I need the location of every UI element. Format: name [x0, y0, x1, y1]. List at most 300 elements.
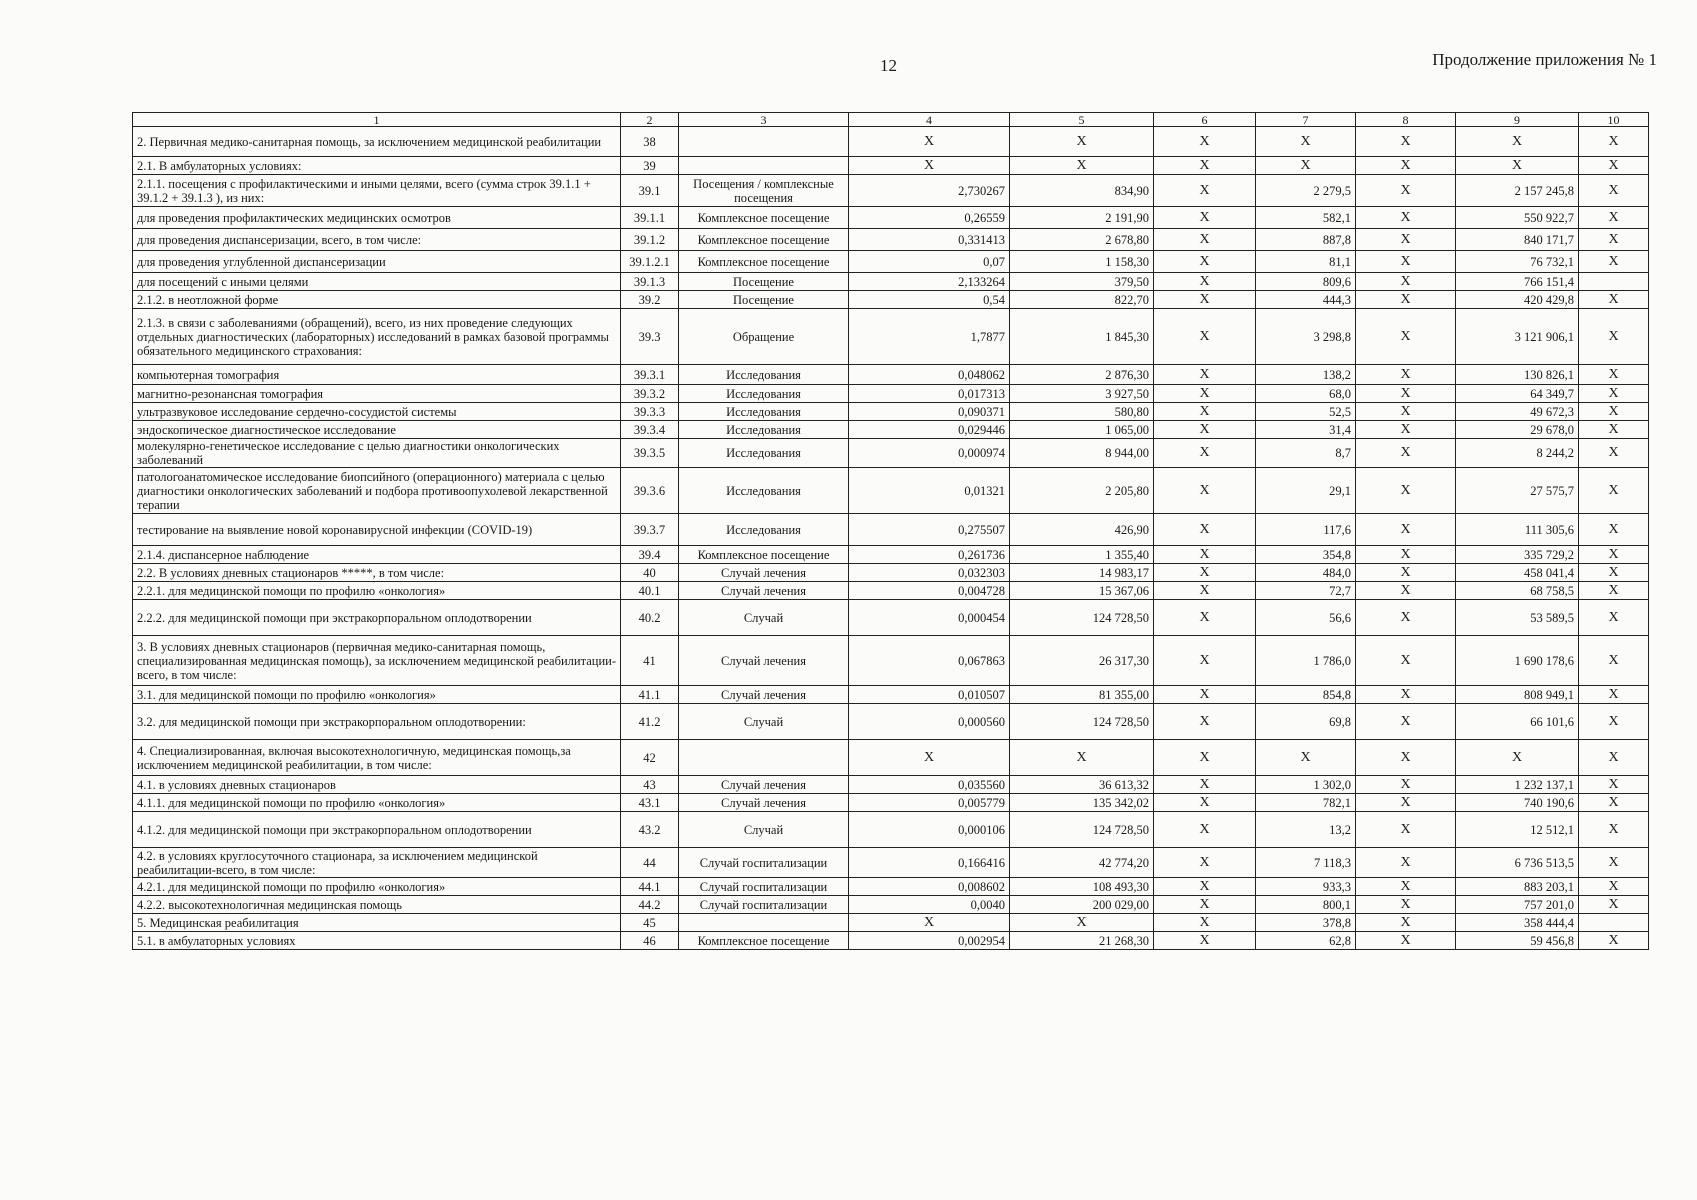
table-cell-col-5: 1 355,40: [1010, 546, 1154, 564]
table-cell-col-2: 39.1: [621, 175, 679, 207]
table-row: [133, 385, 1649, 403]
table-cell-col-5: X: [1010, 740, 1154, 776]
table-cell-col-4: 0,01321: [849, 468, 1010, 514]
table-row: [133, 600, 1649, 636]
table-body: [133, 127, 1649, 950]
table-cell-col-4: 2,730267: [849, 175, 1010, 207]
appendix-label: Продолжение приложения № 1: [1432, 50, 1657, 69]
table-cell-col-1: 4.1.2. для медицинской помощи при экстракорпоральном оплодотворении: [133, 812, 621, 848]
table-cell-col-5: 379,50: [1010, 273, 1154, 291]
table-cell-col-10: X: [1579, 686, 1649, 704]
table-row: [133, 582, 1649, 600]
table-cell-col-1: для проведения углубленной диспансеризации: [133, 251, 621, 273]
table-cell-col-3: [679, 740, 849, 776]
table-cell-col-2: 39.3.3: [621, 403, 679, 421]
table-cell-col-4: 0,000974: [849, 439, 1010, 468]
table-cell-col-1: магнитно-резонансная томография: [133, 385, 621, 403]
table-cell-col-2: 39.1.2.1: [621, 251, 679, 273]
table-cell-col-4: 0,261736: [849, 546, 1010, 564]
table-cell-col-3: Случай лечения: [679, 686, 849, 704]
table-cell-col-6: X: [1154, 309, 1256, 365]
table-cell-col-7: 72,7: [1256, 582, 1356, 600]
table-row: [133, 421, 1649, 439]
table-cell-col-6: X: [1154, 848, 1256, 878]
column-header-10: 10: [1579, 113, 1649, 127]
table-cell-col-10: X: [1579, 564, 1649, 582]
table-row: [133, 896, 1649, 914]
page-number: 12: [880, 56, 897, 75]
table-cell-col-7: 62,8: [1256, 932, 1356, 950]
table-cell-col-6: X: [1154, 291, 1256, 309]
table-cell-col-4: 0,032303: [849, 564, 1010, 582]
table-cell-col-8: X: [1356, 207, 1456, 229]
data-table-container: [132, 112, 1648, 950]
table-cell-col-1: молекулярно-генетическое исследование с целью диагностики онкологических заболеваний: [133, 439, 621, 468]
table-row: [133, 468, 1649, 514]
table-cell-col-4: 0,005779: [849, 794, 1010, 812]
table-cell-col-2: 39.3.2: [621, 385, 679, 403]
table-cell-col-8: X: [1356, 421, 1456, 439]
table-cell-col-1: 2. Первичная медико-санитарная помощь, за исключением медицинской реабилитации: [133, 127, 621, 157]
table-cell-col-2: 41: [621, 636, 679, 686]
table-cell-col-6: X: [1154, 273, 1256, 291]
table-cell-col-5: 21 268,30: [1010, 932, 1154, 950]
table-cell-col-5: 426,90: [1010, 514, 1154, 546]
table-cell-col-6: X: [1154, 582, 1256, 600]
table-cell-col-3: Исследования: [679, 365, 849, 385]
table-cell-col-5: 14 983,17: [1010, 564, 1154, 582]
table-cell-col-4: 2,133264: [849, 273, 1010, 291]
table-cell-col-5: 1 845,30: [1010, 309, 1154, 365]
table-cell-col-1: 2.1.4. диспансерное наблюдение: [133, 546, 621, 564]
table-cell-col-2: 44.2: [621, 896, 679, 914]
table-cell-col-10: X: [1579, 812, 1649, 848]
table-cell-col-6: X: [1154, 127, 1256, 157]
table-cell-col-7: 29,1: [1256, 468, 1356, 514]
table-cell-col-8: X: [1356, 175, 1456, 207]
table-cell-col-2: 39.3.7: [621, 514, 679, 546]
table-cell-col-5: 15 367,06: [1010, 582, 1154, 600]
table-cell-col-8: X: [1356, 740, 1456, 776]
table-cell-col-1: 4.2. в условиях круглосуточного стационара, за исключением медицинской реабилитации-всего, в том числе:: [133, 848, 621, 878]
table-cell-col-8: X: [1356, 546, 1456, 564]
table-cell-col-1: 4.2.2. высокотехнологичная медицинская помощь: [133, 896, 621, 914]
table-cell-col-5: 834,90: [1010, 175, 1154, 207]
table-cell-col-10: X: [1579, 932, 1649, 950]
table-cell-col-3: [679, 127, 849, 157]
table-cell-col-10: X: [1579, 896, 1649, 914]
table-cell-col-3: Комплексное посещение: [679, 546, 849, 564]
table-cell-col-3: Исследования: [679, 468, 849, 514]
table-cell-col-5: 3 927,50: [1010, 385, 1154, 403]
table-row: [133, 686, 1649, 704]
table-cell-col-8: X: [1356, 251, 1456, 273]
table-cell-col-1: 2.1.2. в неотложной форме: [133, 291, 621, 309]
table-cell-col-1: компьютерная томография: [133, 365, 621, 385]
table-cell-col-6: X: [1154, 468, 1256, 514]
table-cell-col-6: X: [1154, 365, 1256, 385]
table-row: [133, 229, 1649, 251]
table-cell-col-7: 7 118,3: [1256, 848, 1356, 878]
table-cell-col-5: X: [1010, 127, 1154, 157]
table-row: [133, 878, 1649, 896]
table-row: [133, 704, 1649, 740]
table-row: [133, 848, 1649, 878]
table-header-row: [133, 113, 1649, 127]
table-cell-col-2: 44: [621, 848, 679, 878]
table-row: [133, 365, 1649, 385]
column-header-4: 4: [849, 113, 1010, 127]
table-cell-col-1: 5.1. в амбулаторных условиях: [133, 932, 621, 950]
table-cell-col-3: Комплексное посещение: [679, 207, 849, 229]
table-row: [133, 251, 1649, 273]
table-cell-col-7: 1 786,0: [1256, 636, 1356, 686]
table-cell-col-3: Исследования: [679, 514, 849, 546]
table-cell-col-2: 39.3.4: [621, 421, 679, 439]
table-cell-col-2: 39.3.5: [621, 439, 679, 468]
table-cell-col-8: X: [1356, 914, 1456, 932]
table-cell-col-3: Комплексное посещение: [679, 932, 849, 950]
table-cell-col-2: 44.1: [621, 878, 679, 896]
table-cell-col-8: X: [1356, 229, 1456, 251]
table-cell-col-10: X: [1579, 704, 1649, 740]
column-header-9: 9: [1456, 113, 1579, 127]
table-cell-col-5: 200 029,00: [1010, 896, 1154, 914]
table-cell-col-1: для проведения профилактических медицинских осмотров: [133, 207, 621, 229]
table-cell-col-5: 1 065,00: [1010, 421, 1154, 439]
column-header-6: 6: [1154, 113, 1256, 127]
table-cell-col-4: 0,000560: [849, 704, 1010, 740]
table-cell-col-8: X: [1356, 600, 1456, 636]
table-cell-col-4: X: [849, 157, 1010, 175]
table-cell-col-2: 40: [621, 564, 679, 582]
table-cell-col-8: X: [1356, 403, 1456, 421]
table-cell-col-1: для посещений с иными целями: [133, 273, 621, 291]
table-cell-col-5: 2 876,30: [1010, 365, 1154, 385]
table-cell-col-8: X: [1356, 564, 1456, 582]
table-cell-col-8: X: [1356, 439, 1456, 468]
table-cell-col-4: 0,000454: [849, 600, 1010, 636]
table-cell-col-3: Обращение: [679, 309, 849, 365]
table-cell-col-6: X: [1154, 776, 1256, 794]
table-cell-col-8: X: [1356, 932, 1456, 950]
table-cell-col-2: 41.1: [621, 686, 679, 704]
table-cell-col-10: X: [1579, 740, 1649, 776]
table-cell-col-8: X: [1356, 878, 1456, 896]
table-cell-col-10: X: [1579, 207, 1649, 229]
table-cell-col-10: X: [1579, 229, 1649, 251]
table-cell-col-9: 68 758,5: [1456, 582, 1579, 600]
table-cell-col-4: X: [849, 740, 1010, 776]
table-cell-col-4: 0,07: [849, 251, 1010, 273]
table-cell-col-9: 59 456,8: [1456, 932, 1579, 950]
table-cell-col-2: 43.1: [621, 794, 679, 812]
table-cell-col-8: X: [1356, 686, 1456, 704]
table-cell-col-7: 52,5: [1256, 403, 1356, 421]
table-cell-col-9: 1 232 137,1: [1456, 776, 1579, 794]
table-cell-col-3: Посещение: [679, 273, 849, 291]
table-cell-col-2: 40.1: [621, 582, 679, 600]
table-row: [133, 740, 1649, 776]
table-cell-col-7: 854,8: [1256, 686, 1356, 704]
table-cell-col-4: 0,067863: [849, 636, 1010, 686]
table-cell-col-9: 53 589,5: [1456, 600, 1579, 636]
table-cell-col-7: X: [1256, 740, 1356, 776]
table-cell-col-4: 0,002954: [849, 932, 1010, 950]
table-cell-col-5: 822,70: [1010, 291, 1154, 309]
table-row: [133, 546, 1649, 564]
table-cell-col-6: X: [1154, 546, 1256, 564]
table-cell-col-3: Комплексное посещение: [679, 229, 849, 251]
table-cell-col-9: 130 826,1: [1456, 365, 1579, 385]
table-cell-col-5: 2 191,90: [1010, 207, 1154, 229]
table-cell-col-9: 757 201,0: [1456, 896, 1579, 914]
table-cell-col-7: 444,3: [1256, 291, 1356, 309]
table-cell-col-3: Исследования: [679, 421, 849, 439]
table-cell-col-1: 2.2. В условиях дневных стационаров *****, в том числе:: [133, 564, 621, 582]
table-cell-col-10: X: [1579, 848, 1649, 878]
table-cell-col-4: 0,090371: [849, 403, 1010, 421]
table-cell-col-9: 6 736 513,5: [1456, 848, 1579, 878]
table-cell-col-6: X: [1154, 704, 1256, 740]
table-cell-col-4: 0,331413: [849, 229, 1010, 251]
table-cell-col-5: X: [1010, 914, 1154, 932]
table-row: [133, 564, 1649, 582]
table-cell-col-5: 2 205,80: [1010, 468, 1154, 514]
table-cell-col-3: Случай лечения: [679, 794, 849, 812]
table-cell-col-1: 2.1.3. в связи с заболеваниями (обращений), всего, из них проведение следующих отдельных диагностических (лабораторных) исследований в рамках базовой программы обязательного медицинского страхования:: [133, 309, 621, 365]
table-cell-col-5: 2 678,80: [1010, 229, 1154, 251]
table-cell-col-10: X: [1579, 878, 1649, 896]
table-cell-col-6: X: [1154, 794, 1256, 812]
table-cell-col-7: 117,6: [1256, 514, 1356, 546]
table-cell-col-6: X: [1154, 686, 1256, 704]
table-cell-col-3: Случай: [679, 600, 849, 636]
column-header-2: 2: [621, 113, 679, 127]
table-row: [133, 812, 1649, 848]
table-cell-col-4: 0,54: [849, 291, 1010, 309]
table-row: [133, 914, 1649, 932]
table-cell-col-6: X: [1154, 932, 1256, 950]
table-cell-col-10: X: [1579, 636, 1649, 686]
table-cell-col-9: 840 171,7: [1456, 229, 1579, 251]
table-cell-col-10: X: [1579, 582, 1649, 600]
table-cell-col-8: X: [1356, 582, 1456, 600]
table-cell-col-5: 124 728,50: [1010, 704, 1154, 740]
table-row: [133, 157, 1649, 175]
table-cell-col-3: Случай лечения: [679, 776, 849, 794]
table-cell-col-8: X: [1356, 636, 1456, 686]
table-cell-col-8: X: [1356, 704, 1456, 740]
table-cell-col-7: 13,2: [1256, 812, 1356, 848]
table-cell-col-1: 2.1.1. посещения с профилактическими и иными целями, всего (сумма строк 39.1.1 + 39.1.2 + 39.1.3 ), из них:: [133, 175, 621, 207]
table-cell-col-6: X: [1154, 812, 1256, 848]
table-cell-col-8: X: [1356, 848, 1456, 878]
table-cell-col-6: X: [1154, 385, 1256, 403]
table-cell-col-4: 0,017313: [849, 385, 1010, 403]
table-cell-col-4: 0,26559: [849, 207, 1010, 229]
table-cell-col-7: 887,8: [1256, 229, 1356, 251]
table-cell-col-2: 39.3.1: [621, 365, 679, 385]
table-cell-col-9: 335 729,2: [1456, 546, 1579, 564]
table-cell-col-6: X: [1154, 439, 1256, 468]
table-cell-col-4: X: [849, 914, 1010, 932]
table-cell-col-8: X: [1356, 127, 1456, 157]
table-row: [133, 636, 1649, 686]
table-cell-col-1: 5. Медицинская реабилитация: [133, 914, 621, 932]
table-cell-col-2: 43: [621, 776, 679, 794]
table-cell-col-10: [1579, 914, 1649, 932]
table-cell-col-6: X: [1154, 878, 1256, 896]
table-cell-col-6: X: [1154, 207, 1256, 229]
table-cell-col-5: 135 342,02: [1010, 794, 1154, 812]
table-cell-col-6: X: [1154, 175, 1256, 207]
table-cell-col-7: 354,8: [1256, 546, 1356, 564]
table-cell-col-3: Исследования: [679, 403, 849, 421]
table-cell-col-6: X: [1154, 914, 1256, 932]
table-cell-col-10: X: [1579, 794, 1649, 812]
table-cell-col-10: X: [1579, 439, 1649, 468]
table-cell-col-6: X: [1154, 514, 1256, 546]
table-row: [133, 439, 1649, 468]
table-cell-col-4: 0,000106: [849, 812, 1010, 848]
table-cell-col-3: Исследования: [679, 439, 849, 468]
table-row: [133, 776, 1649, 794]
table-cell-col-2: 39.3.6: [621, 468, 679, 514]
table-cell-col-7: 56,6: [1256, 600, 1356, 636]
table-cell-col-1: 4.1. в условиях дневных стационаров: [133, 776, 621, 794]
table-cell-col-3: Посещения / комплексные посещения: [679, 175, 849, 207]
table-cell-col-7: X: [1256, 157, 1356, 175]
table-cell-col-4: 0,048062: [849, 365, 1010, 385]
table-row: [133, 403, 1649, 421]
table-cell-col-9: 49 672,3: [1456, 403, 1579, 421]
table-cell-col-3: Случай: [679, 704, 849, 740]
table-cell-col-3: Случай: [679, 812, 849, 848]
table-cell-col-1: тестирование на выявление новой коронавирусной инфекции (COVID-19): [133, 514, 621, 546]
column-header-5: 5: [1010, 113, 1154, 127]
column-header-1: 1: [133, 113, 621, 127]
table-cell-col-8: X: [1356, 812, 1456, 848]
table-cell-col-7: 1 302,0: [1256, 776, 1356, 794]
table-cell-col-2: 38: [621, 127, 679, 157]
table-cell-col-1: 4.1.1. для медицинской помощи по профилю «онкология»: [133, 794, 621, 812]
table-cell-col-2: 39.1.2: [621, 229, 679, 251]
table-row: [133, 514, 1649, 546]
table-cell-col-3: Посещение: [679, 291, 849, 309]
table-cell-col-10: X: [1579, 468, 1649, 514]
table-cell-col-7: 484,0: [1256, 564, 1356, 582]
table-cell-col-7: 809,6: [1256, 273, 1356, 291]
table-cell-col-7: X: [1256, 127, 1356, 157]
table-cell-col-1: 3.1. для медицинской помощи по профилю «онкология»: [133, 686, 621, 704]
table-cell-col-10: X: [1579, 546, 1649, 564]
table-cell-col-9: 358 444,4: [1456, 914, 1579, 932]
table-cell-col-6: X: [1154, 229, 1256, 251]
column-header-3: 3: [679, 113, 849, 127]
table-cell-col-2: 39.1.1: [621, 207, 679, 229]
table-cell-col-2: 41.2: [621, 704, 679, 740]
table-cell-col-9: 458 041,4: [1456, 564, 1579, 582]
table-cell-col-1: для проведения диспансеризации, всего, в том числе:: [133, 229, 621, 251]
table-cell-col-10: X: [1579, 175, 1649, 207]
table-row: [133, 175, 1649, 207]
table-cell-col-9: 883 203,1: [1456, 878, 1579, 896]
table-cell-col-9: 550 922,7: [1456, 207, 1579, 229]
table-cell-col-10: X: [1579, 291, 1649, 309]
table-cell-col-8: X: [1356, 365, 1456, 385]
table-cell-col-7: 933,3: [1256, 878, 1356, 896]
table-cell-col-5: 8 944,00: [1010, 439, 1154, 468]
table-cell-col-10: X: [1579, 600, 1649, 636]
table-cell-col-9: 8 244,2: [1456, 439, 1579, 468]
table-cell-col-4: X: [849, 127, 1010, 157]
table-cell-col-3: Случай лечения: [679, 582, 849, 600]
table-cell-col-7: 31,4: [1256, 421, 1356, 439]
table-cell-col-1: 3. В условиях дневных стационаров (первичная медико-санитарная помощь, специализированная медицинская помощь), за исключением медицинской реабилитации-всего, в том числе:: [133, 636, 621, 686]
table-cell-col-9: 27 575,7: [1456, 468, 1579, 514]
table-cell-col-1: 2.2.1. для медицинской помощи по профилю «онкология»: [133, 582, 621, 600]
table-cell-col-5: X: [1010, 157, 1154, 175]
table-cell-col-1: эндоскопическое диагностическое исследование: [133, 421, 621, 439]
table-cell-col-9: 3 121 906,1: [1456, 309, 1579, 365]
table-row: [133, 794, 1649, 812]
table-cell-col-8: X: [1356, 157, 1456, 175]
table-cell-col-6: X: [1154, 403, 1256, 421]
table-cell-col-5: 81 355,00: [1010, 686, 1154, 704]
table-cell-col-7: 68,0: [1256, 385, 1356, 403]
table-cell-col-8: X: [1356, 291, 1456, 309]
table-cell-col-2: 42: [621, 740, 679, 776]
table-cell-col-1: 4. Специализированная, включая высокотехнологичную, медицинская помощь,за исключением медицинской реабилитации, в том числе:: [133, 740, 621, 776]
table-cell-col-2: 45: [621, 914, 679, 932]
table-cell-col-3: Случай госпитализации: [679, 896, 849, 914]
table-cell-col-4: 0,035560: [849, 776, 1010, 794]
table-cell-col-3: [679, 157, 849, 175]
table-cell-col-7: 81,1: [1256, 251, 1356, 273]
table-cell-col-10: X: [1579, 251, 1649, 273]
table-cell-col-6: X: [1154, 600, 1256, 636]
table-cell-col-6: X: [1154, 740, 1256, 776]
table-cell-col-6: X: [1154, 157, 1256, 175]
table-cell-col-3: Случай лечения: [679, 636, 849, 686]
table-cell-col-4: 0,004728: [849, 582, 1010, 600]
table-cell-col-7: 800,1: [1256, 896, 1356, 914]
table-cell-col-9: 808 949,1: [1456, 686, 1579, 704]
table-cell-col-9: 64 349,7: [1456, 385, 1579, 403]
table-cell-col-10: X: [1579, 127, 1649, 157]
table-cell-col-9: 2 157 245,8: [1456, 175, 1579, 207]
table-cell-col-5: 36 613,32: [1010, 776, 1154, 794]
table-cell-col-4: 1,7877: [849, 309, 1010, 365]
table-cell-col-3: Комплексное посещение: [679, 251, 849, 273]
table-cell-col-10: X: [1579, 385, 1649, 403]
table-cell-col-1: ультразвуковое исследование сердечно-сосудистой системы: [133, 403, 621, 421]
table-cell-col-8: X: [1356, 385, 1456, 403]
table-cell-col-4: 0,275507: [849, 514, 1010, 546]
table-cell-col-9: 111 305,6: [1456, 514, 1579, 546]
table-cell-col-1: патологоанатомическое исследование биопсийного (операционного) материала с целью диагностики онкологических заболеваний и подбора противоопухолевой лекарственной терапии: [133, 468, 621, 514]
table-cell-col-4: 0,010507: [849, 686, 1010, 704]
table-cell-col-3: Случай госпитализации: [679, 878, 849, 896]
table-cell-col-4: 0,0040: [849, 896, 1010, 914]
table-cell-col-7: 69,8: [1256, 704, 1356, 740]
table-cell-col-7: 3 298,8: [1256, 309, 1356, 365]
table-cell-col-9: 12 512,1: [1456, 812, 1579, 848]
table-cell-col-8: X: [1356, 273, 1456, 291]
table-row: [133, 207, 1649, 229]
table-cell-col-6: X: [1154, 251, 1256, 273]
